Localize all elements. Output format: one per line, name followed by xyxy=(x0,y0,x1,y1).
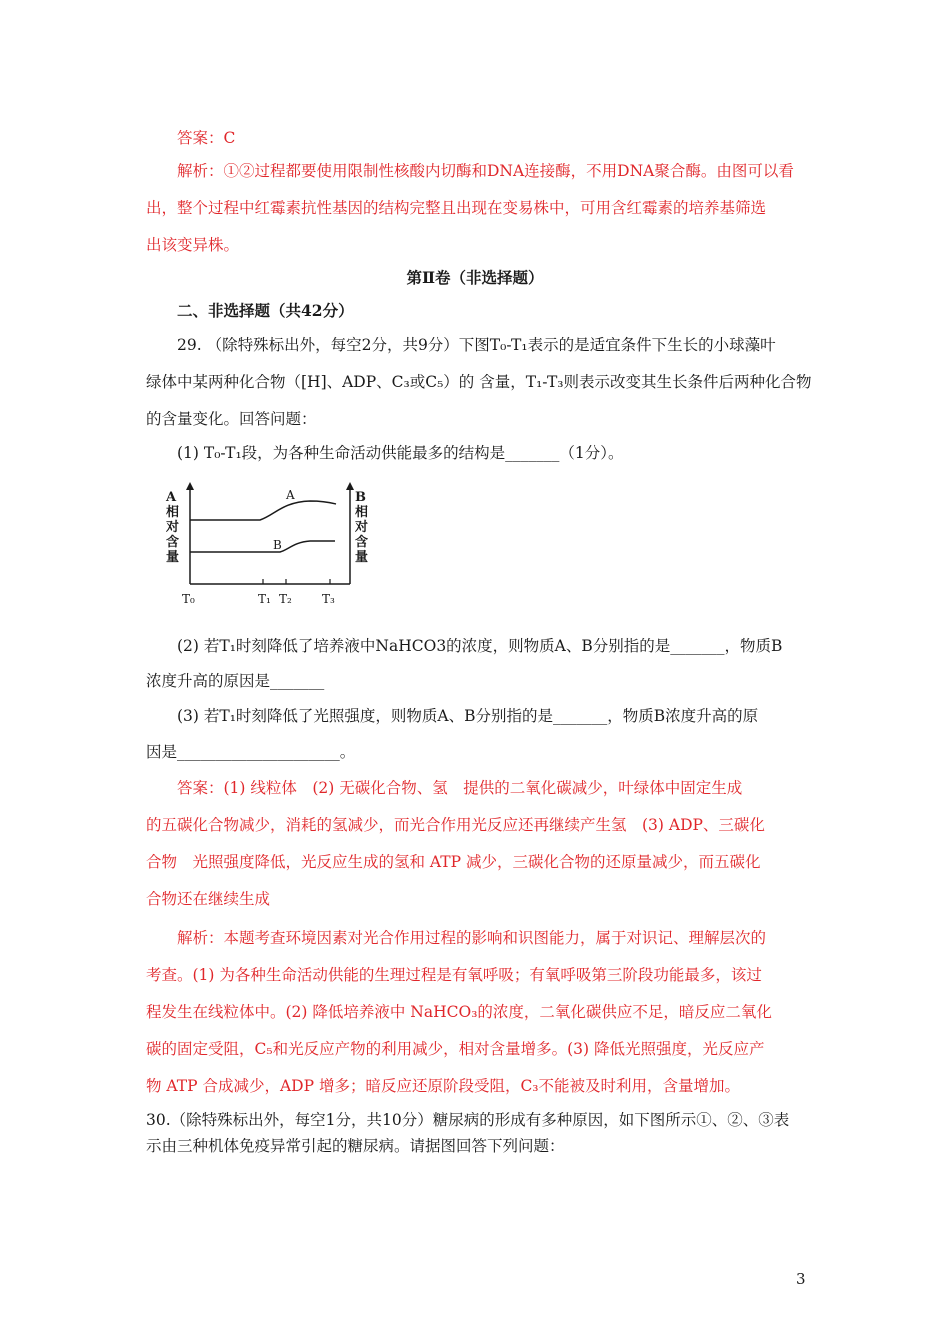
q29-analysis-line-5: 物 ATP 合成减少，ADP 增多；暗反应还原阶段受阻，C₃不能被及时利用，含量增加。 xyxy=(146,1077,741,1095)
graph-tick-label-t1: T₁ xyxy=(258,592,271,606)
content-curve-graph xyxy=(160,482,380,612)
q29-sub-question-2-line-2: 浓度升高的原因是_______ xyxy=(146,672,325,690)
q29-analysis-line-4: 碳的固定受阻，C₅和光反应产物的利用减少，相对含量增多。(3) 降低光照强度，光反应产 xyxy=(146,1040,765,1058)
graph-curve-b xyxy=(190,541,335,552)
q29-answer-line-1: 答案：(1) 线粒体 (2) 无碳化合物、氢 提供的二氧化碳减少，叶绿体中固定生成 xyxy=(177,779,743,797)
section-title: 第Ⅱ卷（非选择题） xyxy=(406,268,544,287)
q29-answer-line-2: 的五碳化合物减少，消耗的氢减少，而光合作用光反应还再继续产生氢 (3) ADP、三碳化 xyxy=(146,816,765,834)
graph-tick-label-t3: T₃ xyxy=(322,592,335,606)
q29-stem-line-2: 绿体中某两种化合物（[H]、ADP、C₃或C₅）的 含量，T₁-T₃则表示改变其生长条件后两种化合物 xyxy=(146,373,812,391)
q29-sub-question-3-line-2: 因是_____________________。 xyxy=(146,743,356,761)
graph-curve-a xyxy=(190,501,336,520)
graph-tick-label-t2: T₂ xyxy=(279,592,292,606)
graph-left-axis-label: A相对含量 xyxy=(166,490,180,565)
page-number: 3 xyxy=(796,1270,806,1288)
q29-sub-question-3-line-1: (3) 若T₁时刻降低了光照强度，则物质A、B分别指的是_______，物质B浓度升高的原 xyxy=(177,707,759,725)
q28-analysis-line-1: 解析：①②过程都要使用限制性核酸内切酶和DNA连接酶，不用DNA聚合酶。由图可以看 xyxy=(177,162,794,180)
section-subtitle: 二、非选择题（共42分） xyxy=(177,301,354,320)
q29-stem-line-1: 29. （除特殊标出外，每空2分，共9分）下图T₀-T₁表示的是适宜条件下生长的小球藻叶 xyxy=(177,336,776,354)
graph-curve-b-label: B xyxy=(273,538,282,552)
graph-right-axis-label: B相对含量 xyxy=(355,490,369,565)
graph-curve-a-label: A xyxy=(286,488,295,502)
q29-answer-line-3: 合物 光照强度降低，光反应生成的氢和 ATP 减少，三碳化合物的还原量减少，而五碳化 xyxy=(146,853,761,871)
q29-analysis-line-2: 考查。(1) 为各种生命活动供能的生理过程是有氧呼吸；有氧呼吸第三阶段功能最多，该过 xyxy=(146,966,762,984)
q28-answer: 答案：C xyxy=(177,129,236,147)
graph-tick-label-t0: T₀ xyxy=(182,592,195,606)
q29-sub-question-1: (1) T₀-T₁段，为各种生命活动供能最多的结构是_______（1分）。 xyxy=(177,444,624,462)
q29-stem-line-3: 的含量变化。回答问题： xyxy=(146,410,317,428)
q28-analysis-line-2: 出，整个过程中红霉素抗性基因的结构完整且出现在变易株中，可用含红霉素的培养基筛选 xyxy=(146,199,767,217)
graph-right-axis-arrow xyxy=(346,482,354,490)
q30-stem-line-2: 示由三种机体免疫异常引起的糖尿病。请据图回答下列问题： xyxy=(146,1137,565,1155)
q29-analysis-line-1: 解析：本题考查环境因素对光合作用过程的影响和识图能力，属于对识记、理解层次的 xyxy=(177,929,767,947)
q28-analysis-line-3: 出该变异株。 xyxy=(146,236,240,254)
q29-sub-question-2-line-1: (2) 若T₁时刻降低了培养液中NaHCO3的浓度，则物质A、B分别指的是_______，物质B xyxy=(177,637,783,655)
q29-analysis-line-3: 程发生在线粒体中。(2) 降低培养液中 NaHCO₃的浓度，二氧化碳供应不足，暗反应二氧化 xyxy=(146,1003,772,1021)
q29-answer-line-4: 合物还在继续生成 xyxy=(146,890,271,908)
graph-left-axis-arrow xyxy=(186,482,194,490)
q30-stem-line-1: 30.（除特殊标出外，每空1分，共10分）糖尿病的形成有多种原因，如下图所示①、②、③表 xyxy=(146,1111,790,1129)
